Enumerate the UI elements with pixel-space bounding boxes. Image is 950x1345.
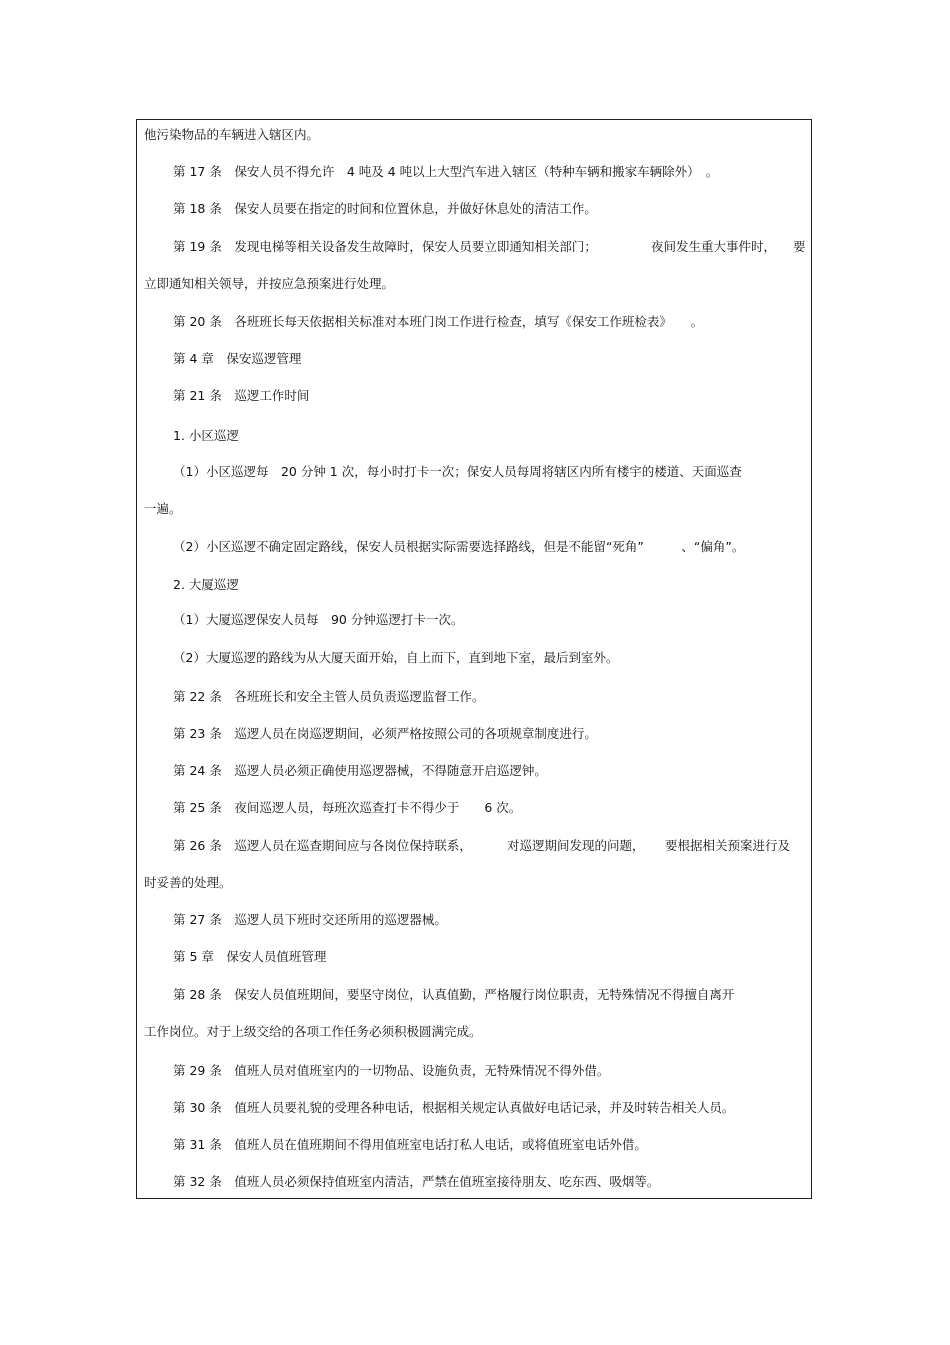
article-19: 第 19 条 发现电梯等相关设备发生故障时，保安人员要立即通知相关部门；	[173, 239, 597, 254]
article-28: 第 28 条 保安人员值班期间，要坚守岗位，认真值勤，严格履行岗位职责，无特殊情况不得擅自离开	[173, 987, 735, 1002]
article-26-part: 对巡逻期间发现的问题，	[507, 838, 645, 853]
chapter-4-heading: 第 4 章 保安巡逻管理	[173, 351, 302, 366]
article-17: 第 17 条 保安人员不得允许 4 吨及 4 吨以上大型汽车进入辖区（特种车辆和搬家车辆除外） 。	[173, 164, 719, 179]
article-19-part: 夜间发生重大事件时，	[651, 239, 777, 254]
article-26-continued: 时妥善的处理。	[144, 875, 232, 890]
article-19-continued: 立即通知相关领导，并按应急预案进行处理。	[144, 276, 395, 291]
section-1-item-1-continued: 一遍。	[144, 501, 182, 516]
article-26-part: 要根据相关预案进行及	[665, 838, 791, 853]
section-1-heading: 1. 小区巡逻	[173, 428, 239, 443]
section-2-item-2: （2）大厦巡逻的路线为从大厦天面开始，自上而下，直到地下室，最后到室外。	[173, 650, 619, 665]
article-29: 第 29 条 值班人员对值班室内的一切物品、设施负责，无特殊情况不得外借。	[173, 1063, 610, 1078]
article-23: 第 23 条 巡逻人员在岗巡逻期间，必须严格按照公司的各项规章制度进行。	[173, 726, 597, 741]
article-31: 第 31 条 值班人员在值班期间不得用值班室电话打私人电话，或将值班室电话外借。	[173, 1137, 647, 1152]
article-25: 第 25 条 夜间巡逻人员，每班次巡查打卡不得少于 6 次。	[173, 800, 522, 815]
article-27: 第 27 条 巡逻人员下班时交还所用的巡逻器械。	[173, 912, 447, 927]
chapter-5-heading: 第 5 章 保安人员值班管理	[173, 949, 327, 964]
article-22: 第 22 条 各班班长和安全主管人员负责巡逻监督工作。	[173, 689, 485, 704]
article-19-part: 要	[793, 239, 806, 254]
article-20: 第 20 条 各班班长每天依据相关标准对本班门岗工作进行检查，填写《保安工作班检表》 。	[173, 314, 704, 329]
section-1-item-2: （2）小区巡逻不确定固定路线，保安人员根据实际需要选择路线，但是不能留“死角” 、“偏角”。	[173, 539, 745, 554]
article-32: 第 32 条 值班人员必须保持值班室内清洁，严禁在值班室接待朋友、吃东西、吸烟等。	[173, 1174, 660, 1189]
section-2-item-1: （1）大厦巡逻保安人员每 90 分钟巡逻打卡一次。	[173, 612, 464, 627]
article-24: 第 24 条 巡逻人员必须正确使用巡逻器械，不得随意开启巡逻钟。	[173, 763, 547, 778]
article-18: 第 18 条 保安人员要在指定的时间和位置休息，并做好休息处的清洁工作。	[173, 201, 597, 216]
article-21: 第 21 条 巡逻工作时间	[173, 388, 310, 403]
text-line: 他污染物品的车辆进入辖区内。	[144, 127, 320, 142]
section-1-item-1: （1）小区巡逻每 20 分钟 1 次，每小时打卡一次；保安人员每周将辖区内所有楼宇的楼道、天面巡查	[173, 464, 742, 479]
article-26: 第 26 条 巡逻人员在巡查期间应与各岗位保持联系，	[173, 838, 472, 853]
section-2-heading: 2. 大厦巡逻	[173, 577, 239, 592]
article-28-continued: 工作岗位。对于上级交给的各项工作任务必须积极圆满完成。	[144, 1024, 482, 1039]
article-30: 第 30 条 值班人员要礼貌的受理各种电话，根据相关规定认真做好电话记录，并及时转告相关人员。	[173, 1100, 735, 1115]
